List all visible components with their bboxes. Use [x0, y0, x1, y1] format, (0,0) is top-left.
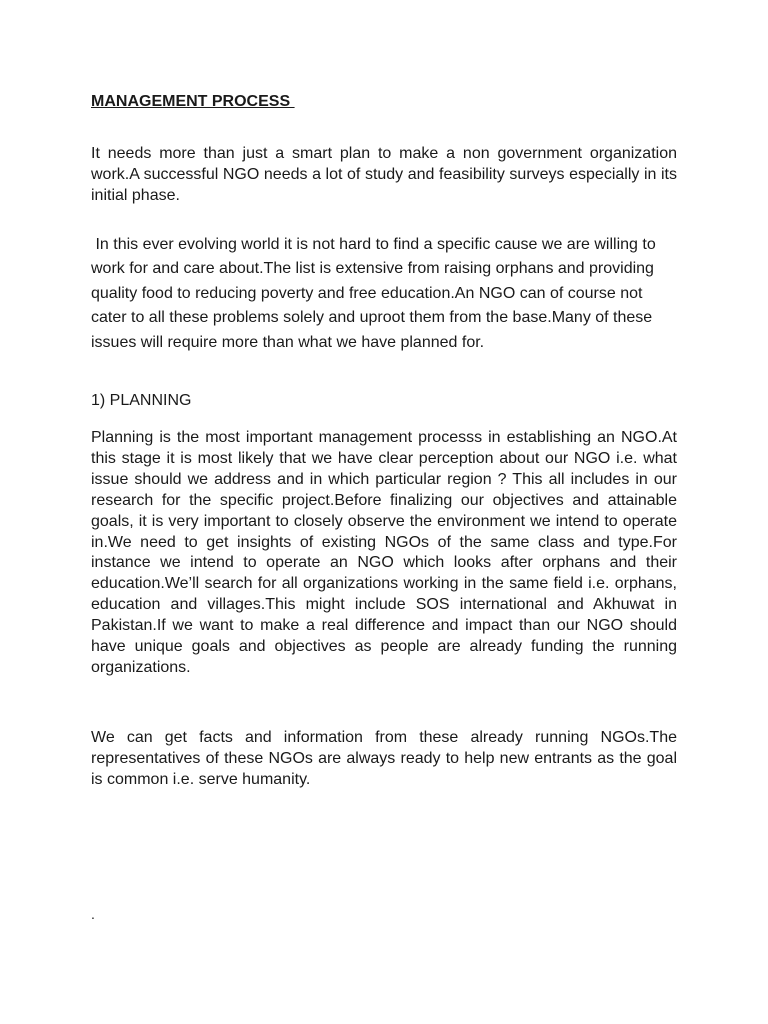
planning-paragraph: Planning is the most important management processs in establishing an NGO.At this stage it is most likely that we have clear perception about our NGO i.e. what issue should we address and in which particular region ? This all includes in our research for the specific project.Before finalizing our objectives and attainable goals, it is very important to closely observe the environment we intend to operate in.We need to get insights of existing NGOs of the same class and type.For instance we intend to operate an NGO which looks after orphans and their education.We’ll search for all organizations working in the same field i.e. orphans, education and villages.This might include SOS international and Akhuwat in Pakistan.If we want to make a real difference and impact than our NGO should have unique goals and objectives as people are already funding the running organizations. — [91, 429, 677, 676]
trailing-dot: . — [91, 906, 95, 922]
facts-paragraph: We can get facts and information from these already running NGOs.The representatives of these NGOs are always ready to help new entrants as the goal is common i.e. serve humanity. — [91, 729, 677, 788]
intro-paragraph: It needs more than just a smart plan to make a non government organization work.A successful NGO needs a lot of study and feasibility surveys especially in its initial phase. — [91, 145, 677, 204]
section-heading-planning: 1) PLANNING — [91, 392, 192, 409]
document-title: MANAGEMENT PROCESS — [91, 93, 295, 110]
context-paragraph: In this ever evolving world it is not hard to find a specific cause we are willing to work for and care about.The list is extensive from raising orphans and providing quality food to reducing poverty and free education.An NGO can of course not cater to all these problems solely and uproot them from the base.Many of these issues will require more than what we have planned for. — [91, 236, 661, 351]
